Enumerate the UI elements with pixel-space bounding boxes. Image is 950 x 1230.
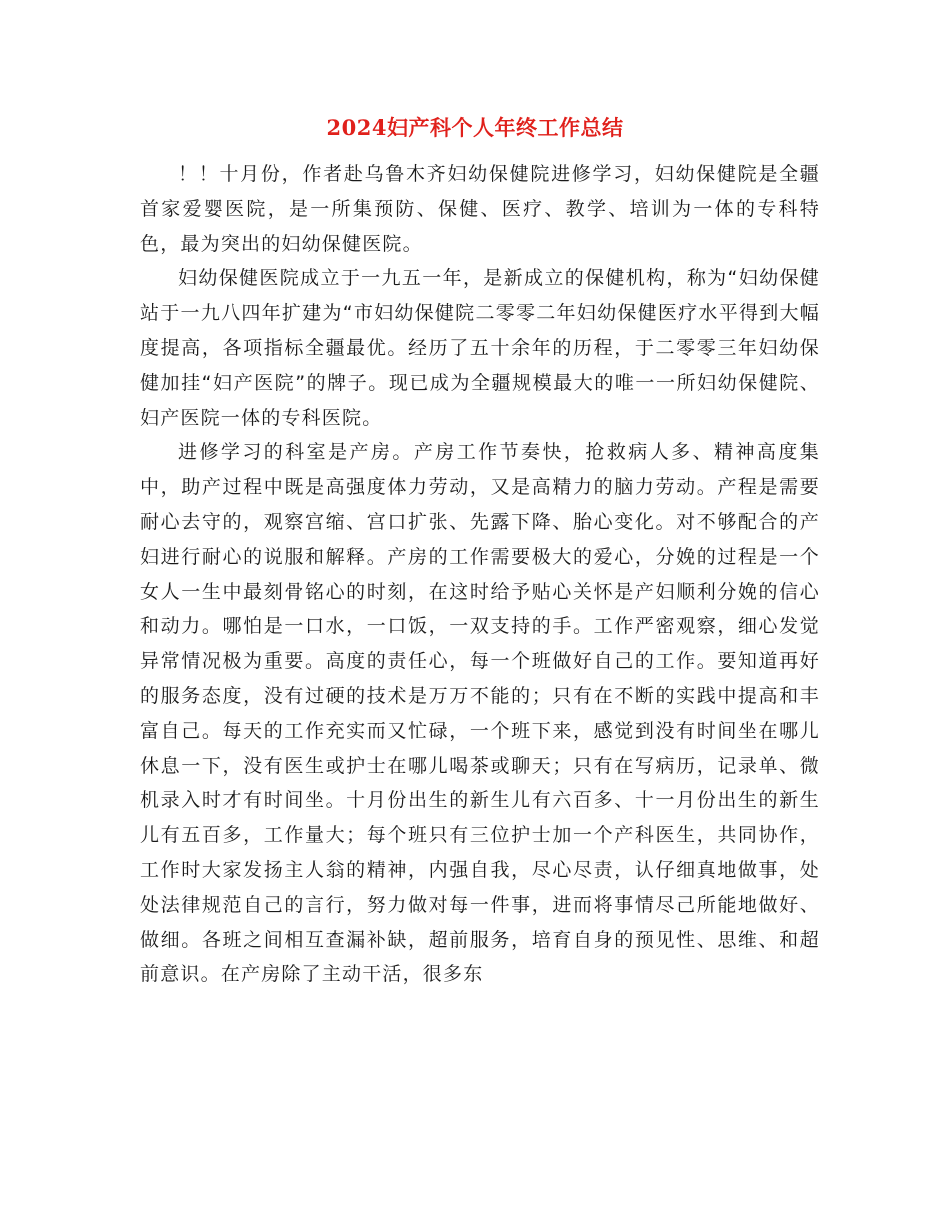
paragraph-history: 妇幼保健医院成立于一九五一年，是新成立的保健机构，称为“妇幼保健站于一九八四年扩建为“市妇幼保健院二零零二年妇幼保健医疗水平得到大幅度提高，各项指标全疆最优。经历了五十余年的历程，于二零零三年妇幼保健加挂“妇产医院”的牌子。现已成为全疆规模最大的唯一一所妇幼保健院、妇产医院一体的专科医院。 bbox=[140, 267, 820, 429]
document-body bbox=[140, 157, 820, 992]
paragraph-delivery-room: 进修学习的科室是产房。产房工作节奏快，抢救病人多、精神高度集中，助产过程中既是高强度体力劳动，又是高精力的脑力劳动。产程是需要耐心去守的，观察宫缩、宫口扩张、先露下降、胎心变化。对不够配合的产妇进行耐心的说服和解释。产房的工作需要极大的爱心，分娩的过程是一个女人一生中最刻骨铭心的时刻，在这时给予贴心关怀是产妇顺利分娩的信心和动力。哪怕是一口水，一口饭，一双支持的手。工作严密观察，细心发觉异常情况极为重要。高度的责任心，每一个班做好自己的工作。要知道再好的服务态度，没有过硬的技术是万万不能的；只有在不断的实践中提高和丰富自己。每天的工作充实而又忙碌，一个班下来，感觉到没有时间坐在哪儿休息一下，没有医生或护士在哪儿喝茶或聊天；只有在写病历，记录单、微机录入时才有时间坐。十月份出生的新生儿有六百多、十一月份出生的新生儿有五百多，工作量大；每个班只有三位护士加一个产科医生，共同协作，工作时大家发扬主人翁的精神，内强自我，尽心尽责，认仔细真地做事，处处法律规范自己的言行，努力做对每一件事，进而将事情尽己所能地做好、做细。各班之间相互查漏补缺，超前服务，培育自身的预见性、思维、和超前意识。在产房除了主动干活，很多东 bbox=[140, 441, 820, 986]
document-title: 2024妇产科个人年终工作总结 bbox=[326, 115, 624, 140]
paragraph-intro: ！！十月份，作者赴乌鲁木齐妇幼保健院进修学习，妇幼保健院是全疆首家爱婴医院，是一所集预防、保健、医疗、教学、培训为一体的专科特色，最为突出的妇幼保健医院。 bbox=[140, 163, 820, 255]
